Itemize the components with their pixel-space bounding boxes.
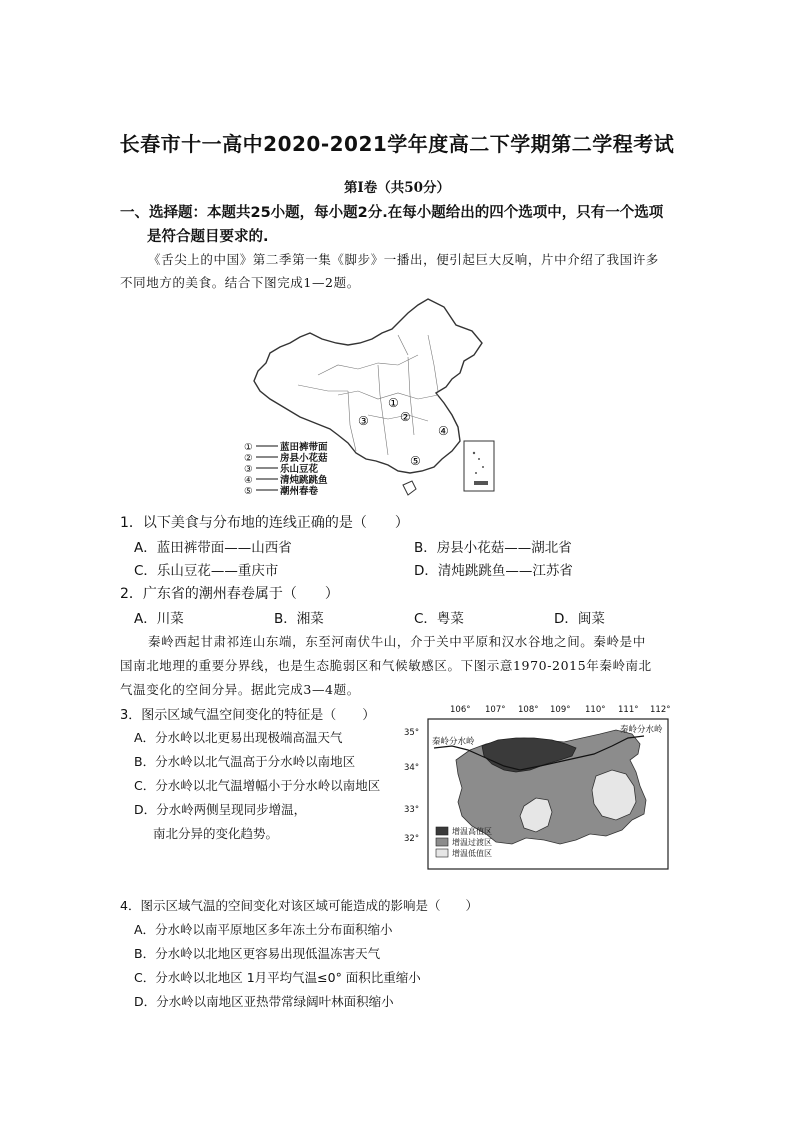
legend-swatch-mid [436, 838, 448, 846]
hainan-island [403, 481, 416, 495]
lon-label-107: 107° [485, 705, 506, 715]
label-watershed-east: 秦岭分水岭 [620, 725, 663, 735]
q1-option-b: B．房县小花菇——湖北省 [414, 540, 572, 556]
intro2-line3: 气温变化的空间分异。据此完成3—4题。 [120, 682, 360, 697]
legend-swatch-low [436, 849, 448, 857]
q2-option-c: C．粤菜 [414, 611, 464, 627]
q1-stem: 1．以下美食与分布地的连线正确的是（ ） [120, 515, 409, 531]
map-marker-5: ⑤ [410, 454, 421, 468]
q3-option-d-continued: 南北分异的变化趋势。 [153, 826, 279, 841]
china-food-map [238, 295, 508, 505]
section-heading-line2: 是符合题目要求的. [147, 229, 269, 245]
intro2-line2: 国南北地理的重要分界线，也是生态脆弱区和气候敏感区。下图示意1970-2015年秦岭南北 [120, 658, 652, 673]
lon-label-110: 110° [585, 705, 606, 715]
label-watershed-west: 秦岭分水岭 [432, 737, 475, 747]
section-heading-line1: 一、选择题：本题共25小题，每小题2分.在每小题给出的四个选项中，只有一个选项 [120, 205, 664, 221]
q1-option-c: C．乐山豆花——重庆市 [134, 563, 279, 579]
intro1-line2: 不同地方的美食。结合下图完成1—2题。 [120, 275, 360, 290]
map-marker-2: ② [400, 410, 411, 424]
q3-option-b: B．分水岭以北气温高于分水岭以南地区 [134, 754, 356, 769]
q4-option-c: C．分水岭以北地区 1月平均气温≤0° 面积比重缩小 [134, 970, 421, 985]
lon-label-111: 111° [618, 705, 639, 715]
q4-option-a: A．分水岭以南平原地区多年冻土分布面积缩小 [134, 922, 393, 937]
intro1-line1: 《舌尖上的中国》第二季第一集《脚步》一播出，便引起巨大反响，片中介绍了我国许多 [148, 252, 659, 267]
lon-label-106: 106° [450, 705, 471, 715]
q1-option-d: D．清炖跳跳鱼——江苏省 [414, 563, 573, 579]
legend-label-1: 蓝田裤带面 [280, 442, 328, 453]
legend-num-4: ④ [244, 475, 253, 486]
q2-option-d: D．闽菜 [554, 611, 605, 627]
qinling-legend [436, 826, 492, 858]
q4-option-d: D．分水岭以南地区亚热带常绿阔叶林面积缩小 [134, 994, 394, 1009]
q2-option-b: B．湘菜 [274, 611, 324, 627]
q3-stem: 3．图示区域气温空间变化的特征是（ ） [120, 708, 376, 723]
legend-label-3: 乐山豆花 [280, 464, 319, 475]
q4-stem: 4．图示区域气温的空间变化对该区域可能造成的影响是（ ） [120, 898, 478, 913]
map-marker-3: ③ [358, 414, 369, 428]
map-marker-1: ① [388, 396, 399, 410]
page-title: 长春市十一高中2020-2021学年度高二下学期第二学程考试 [119, 132, 675, 156]
q3-option-c: C．分水岭以北气温增幅小于分水岭以南地区 [134, 778, 381, 793]
lat-label-35: 35° [404, 728, 420, 738]
qinling-warming-map [400, 700, 675, 872]
q2-option-a: A．川菜 [134, 611, 184, 627]
page-subtitle: 第Ⅰ卷（共50分） [343, 180, 451, 196]
lon-label-112: 112° [650, 705, 671, 715]
q3-option-d: D．分水岭两侧呈现同步增温， [134, 802, 307, 817]
latitude-labels [404, 728, 419, 844]
legend-label-5: 潮州春卷 [280, 486, 319, 497]
q4-option-b: B．分水岭以北地区更容易出现低温冻害天气 [134, 946, 381, 961]
lat-label-32: 32° [404, 834, 420, 844]
map-legend [244, 441, 328, 497]
q3-option-a: A．分水岭以北更易出现极端高温天气 [134, 730, 343, 745]
q2-stem: 2．广东省的潮州春卷属于（ ） [120, 586, 339, 602]
legend-swatch-high [436, 827, 448, 835]
lon-label-109: 109° [550, 705, 571, 715]
legend-low: 增温低值区 [452, 849, 492, 858]
legend-num-5: ⑤ [244, 486, 253, 497]
longitude-labels [450, 705, 670, 715]
legend-num-3: ③ [244, 464, 253, 475]
lat-label-34: 34° [404, 763, 420, 773]
lat-label-33: 33° [404, 805, 420, 815]
legend-mid: 增温过渡区 [452, 838, 492, 847]
map-marker-4: ④ [438, 424, 449, 438]
legend-num-2: ② [244, 453, 253, 464]
legend-high: 增温高值区 [452, 827, 492, 836]
lon-label-108: 108° [518, 705, 539, 715]
legend-label-2: 房县小花菇 [280, 453, 328, 464]
intro2-line1: 秦岭西起甘肃祁连山东端，东至河南伏牛山，介于关中平原和汉水谷地之间。秦岭是中 [148, 634, 646, 649]
legend-label-4: 清炖跳跳鱼 [280, 475, 328, 486]
q1-option-a: A．蓝田裤带面——山西省 [134, 540, 292, 556]
legend-num-1: ① [244, 442, 253, 453]
